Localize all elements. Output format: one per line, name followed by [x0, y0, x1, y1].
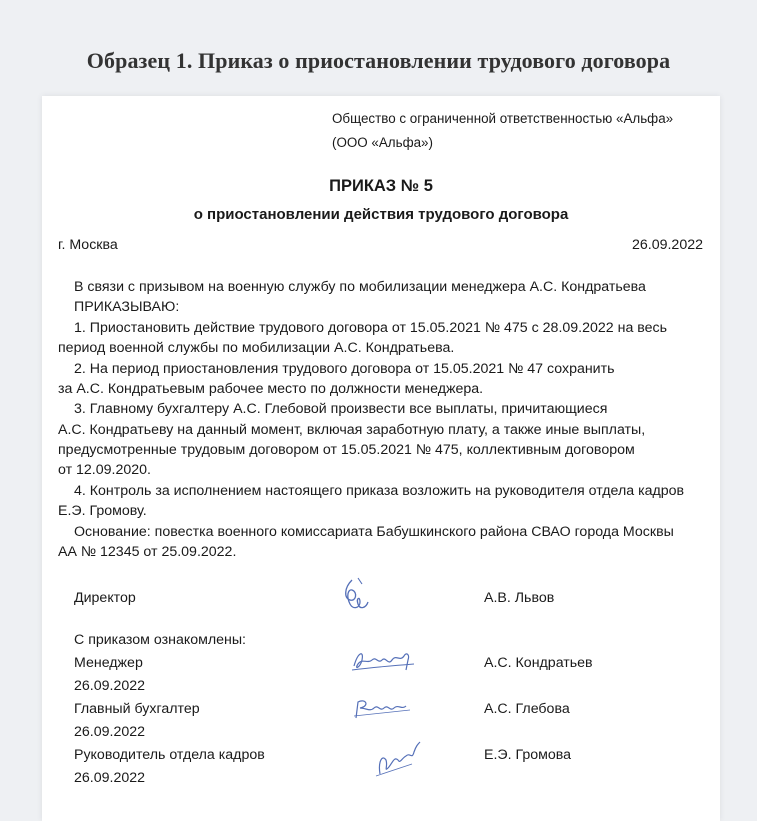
body-line: от 12.09.2020. [58, 462, 151, 478]
body-line: 3. Главному бухгалтеру А.С. Глебовой произвести все выплаты, причитающиеся [74, 401, 608, 417]
ack-name: А.С. Глебова [484, 701, 570, 717]
document-sheet [42, 96, 720, 821]
body-line: Е.Э. Громову. [58, 503, 147, 519]
ack-date: 26.09.2022 [74, 724, 146, 740]
body-line: предусмотренные трудовым договором от 15.05.2021 № 475, коллективным договором [58, 442, 635, 458]
body-line: 4. Контроль за исполнением настоящего приказа возложить на руководителя отдела кадров [74, 483, 685, 499]
organization-short-name: (ООО «Альфа») [332, 135, 433, 150]
body-line: Основание: повестка военного комиссариата Бабушкинского района СВАО города Москвы [74, 524, 674, 540]
hr-head-signature-icon [370, 738, 424, 780]
ack-date: 26.09.2022 [74, 678, 146, 694]
order-subtitle: о приостановлении действия трудового договора [193, 206, 569, 223]
page-heading: Образец 1. Приказ о приостановлении трудового договора [86, 48, 671, 73]
acknowledgement-heading: С приказом ознакомлены: [74, 632, 246, 648]
ack-role: Менеджер [74, 655, 143, 671]
ack-role: Главный бухгалтер [74, 701, 200, 717]
body-line: 2. На период приостановления трудового договора от 15.05.2021 № 47 сохранить [74, 361, 615, 377]
accountant-signature-icon [348, 694, 414, 724]
order-title: ПРИКАЗ № 5 [329, 177, 433, 195]
director-name: А.В. Львов [484, 590, 555, 606]
ack-name: Е.Э. Громова [484, 747, 572, 763]
body-line: за А.С. Кондратьевым рабочее место по должности менеджера. [58, 381, 484, 397]
body-line: А.С. Кондратьеву на данный момент, включая заработную плату, а также иные выплаты, [58, 422, 646, 438]
body-line: период военной службы по мобилизации А.С. Кондратьева. [58, 340, 455, 356]
organization-full-name: Общество с ограниченной ответственностью «Альфа» [332, 111, 674, 126]
director-signature-icon [338, 574, 378, 618]
body-line: ПРИКАЗЫВАЮ: [74, 299, 180, 315]
ack-date: 26.09.2022 [74, 770, 146, 786]
manager-signature-icon [348, 644, 420, 678]
body-line: В связи с призывом на военную службу по мобилизации менеджера А.С. Кондратьева [74, 279, 646, 295]
ack-name: А.С. Кондратьев [484, 655, 593, 671]
order-city: г. Москва [58, 237, 118, 253]
director-role: Директор [74, 590, 136, 606]
ack-role: Руководитель отдела кадров [74, 747, 265, 763]
body-line: 1. Приостановить действие трудового договора от 15.05.2021 № 475 с 28.09.2022 на весь [74, 320, 668, 336]
body-line: АА № 12345 от 25.09.2022. [58, 544, 237, 560]
order-date: 26.09.2022 [631, 237, 703, 253]
